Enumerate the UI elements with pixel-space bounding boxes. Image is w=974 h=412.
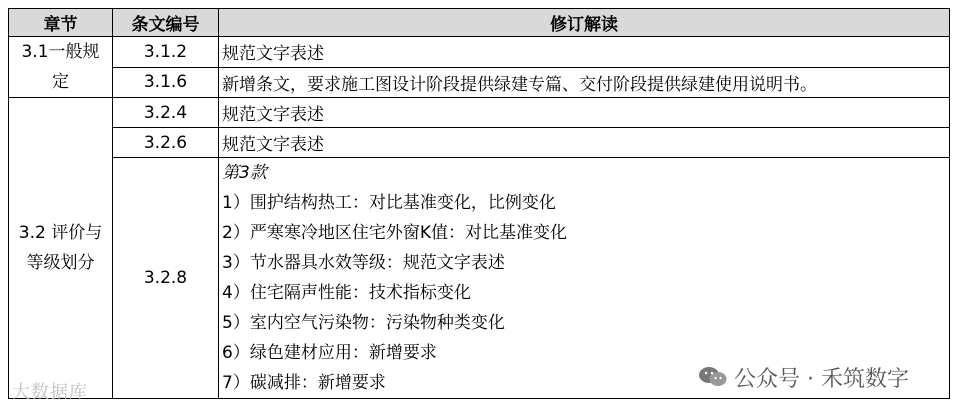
table-header-row [9, 9, 950, 37]
list-item: 1）围护结构热工：对比基准变化，比例变化 [222, 193, 556, 213]
clause-code: 3.2.4 [113, 98, 219, 128]
section-label-3-1 [9, 37, 113, 98]
revision-table-container [8, 8, 950, 399]
watermark-right-text: 公众号 · 禾筑数字 [734, 366, 909, 392]
wechat-icon [698, 365, 728, 389]
revision-table [8, 8, 950, 399]
watermark-right [698, 360, 909, 394]
list-item: 4）住宅隔声性能：技术指标变化 [222, 283, 471, 303]
clause-subheading: 第3款 [222, 163, 267, 183]
header-chapter: 章节 [9, 9, 113, 37]
header-clause-number: 条文编号 [113, 9, 219, 37]
table-row [9, 128, 950, 158]
clause-code: 3.1.2 [113, 37, 219, 68]
clause-text: 新增条文，要求施工图设计阶段提供绿建专篇、交付阶段提供绿建使用说明书。 [219, 67, 950, 98]
list-item: 6）绿色建材应用：新增要求 [222, 343, 437, 363]
section-label-3-2 [9, 98, 113, 399]
list-item: 2）严寒寒冷地区住宅外窗K值：对比基准变化 [222, 223, 567, 243]
clause-code: 3.2.6 [113, 128, 219, 158]
table-row [9, 37, 950, 68]
header-revision-interpretation: 修订解读 [219, 9, 950, 37]
clause-code: 3.2.8 [113, 158, 219, 399]
section-label-line1: 3.1一般规 [21, 42, 100, 62]
list-item: 5）室内空气污染物：污染物种类变化 [222, 313, 505, 333]
list-item: 7）碳减排：新增要求 [222, 373, 386, 393]
section-label-line2: 定 [52, 72, 69, 92]
table-row [9, 67, 950, 98]
section-label-line2: 等级划分 [26, 253, 95, 273]
clause-text: 规范文字表述 [219, 37, 950, 68]
table-row [9, 98, 950, 128]
clause-text: 规范文字表述 [219, 98, 950, 128]
clause-code: 3.1.6 [113, 67, 219, 98]
watermark-left: 大数据库 [12, 382, 88, 403]
clause-text: 规范文字表述 [219, 128, 950, 158]
list-item: 3）节水器具水效等级：规范文字表述 [222, 253, 505, 273]
section-label-line1: 3.2 评价与 [18, 223, 103, 243]
